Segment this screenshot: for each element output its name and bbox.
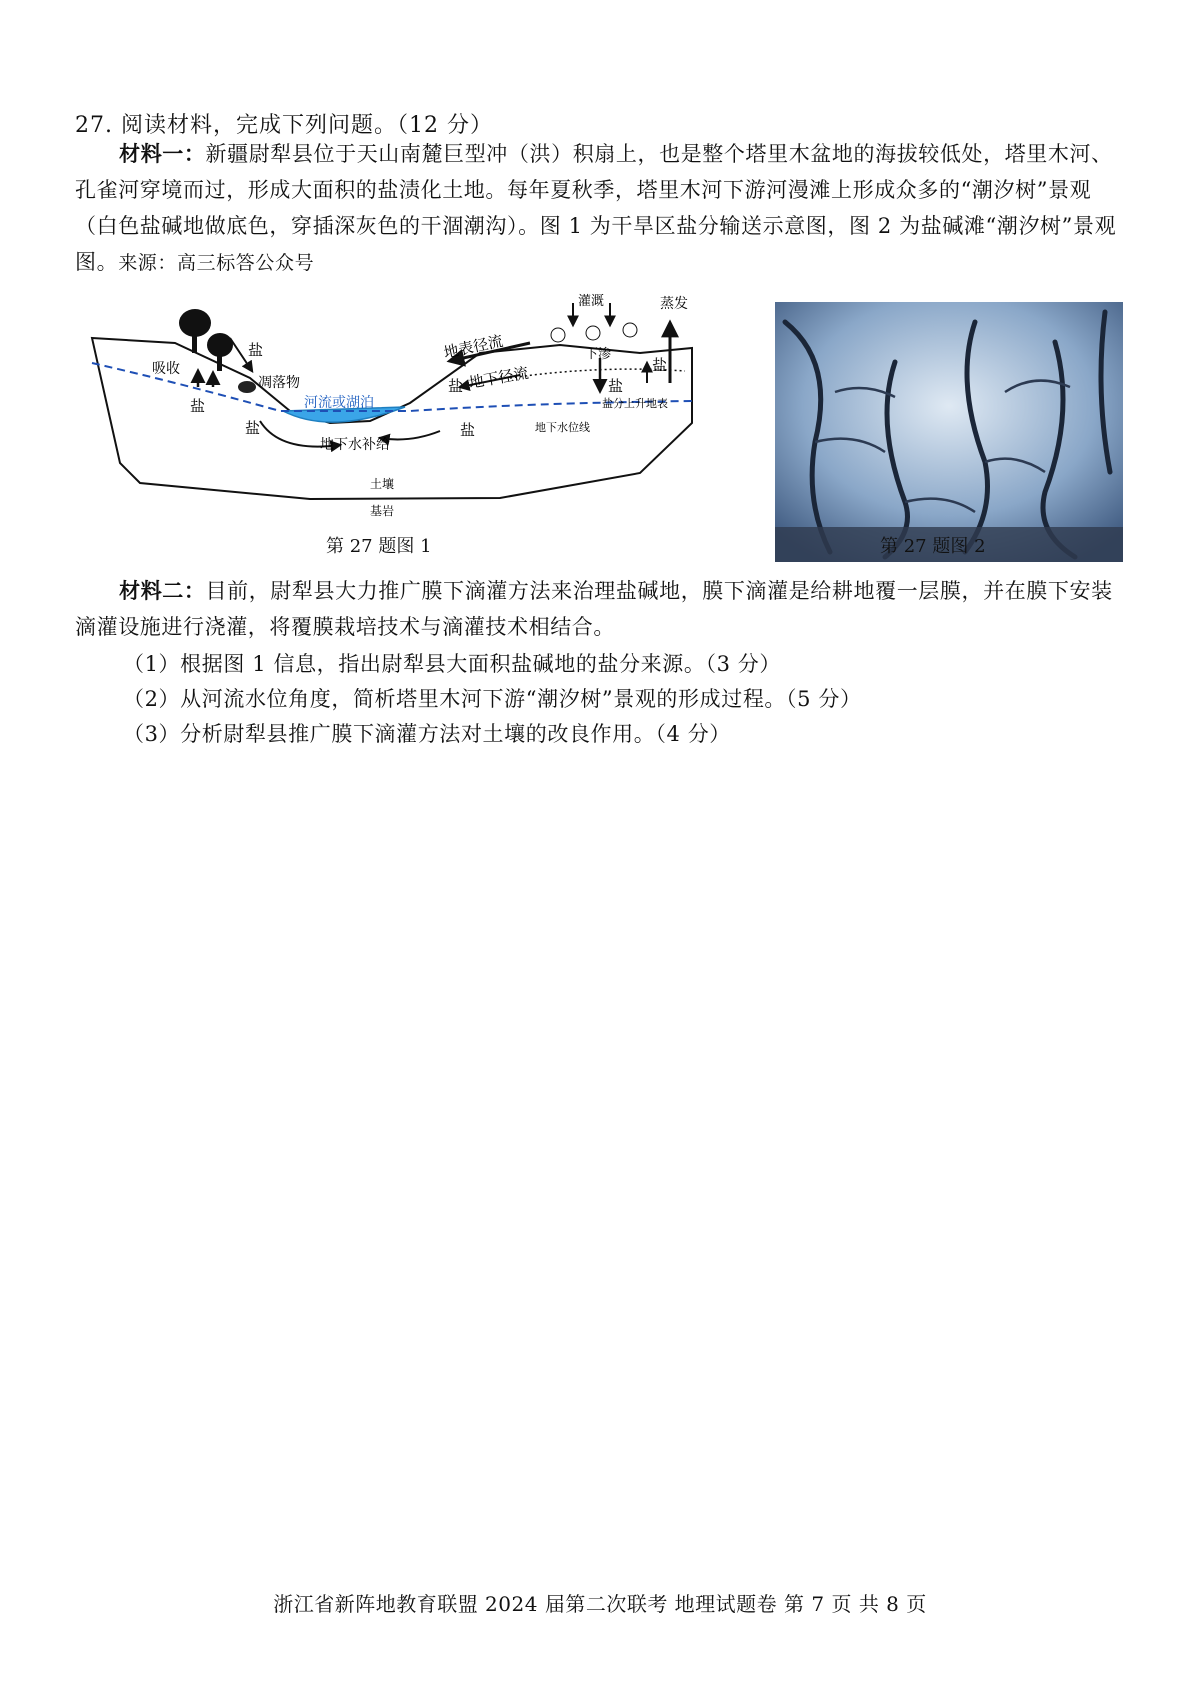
cotton-icon xyxy=(551,323,637,342)
figure1-caption: 第 27 题图 1 xyxy=(326,536,432,557)
label-water-body: 河流或湖泊 xyxy=(304,395,374,411)
label-salt-3: 盐 xyxy=(245,419,261,437)
label-salt-5: 盐 xyxy=(448,377,464,395)
label-gw-recharge: 地下水补给 xyxy=(320,437,390,453)
label-salt-4: 盐 xyxy=(460,421,476,439)
material-two xyxy=(75,573,1125,645)
label-absorb: 吸收 xyxy=(152,361,180,377)
label-bedrock: 基岩 xyxy=(370,504,395,518)
material-one-text: 新疆尉犁县位于天山南麓巨型冲（洪）积扇上，也是整个塔里木盆地的海拔较低处，塔里木河、孔雀河穿境而过，形成大面积的盐渍化土地。每年夏秋季，塔里木河下游河漫滩上形成众多的“潮汐树”景观（白色盐碱地做底色，穿插深灰色的干涸潮沟）。图 1 为干旱区盐分输送示意图，图 2 为盐碱滩“潮汐树”景观图。 xyxy=(75,142,1117,274)
material-two-label: 材料二： xyxy=(119,578,206,603)
label-salt-2: 盐 xyxy=(248,341,264,359)
label-subsurface-runoff: 地下径流 xyxy=(467,363,530,392)
tree-icon xyxy=(179,309,233,371)
label-surface-runoff: 地表径流 xyxy=(442,331,505,362)
source-note: 来源：高三标答公众号 xyxy=(118,252,315,274)
terrain-profile xyxy=(92,338,692,499)
salt-transport-diagram xyxy=(80,283,768,523)
label-salt-1: 盐 xyxy=(190,397,206,415)
litter-icon xyxy=(238,381,256,393)
label-litter: 凋落物 xyxy=(258,375,300,391)
label-salt-7: 盐 xyxy=(608,377,624,395)
label-salt-6: 盐 xyxy=(652,356,668,374)
sub-question-1: （1）根据图 1 信息，指出尉犁县大面积盐碱地的盐分来源。（3 分） xyxy=(123,652,782,676)
material-one-label: 材料一： xyxy=(119,141,206,166)
label-water-table: 地下水位线 xyxy=(535,421,590,434)
question-title: 27. 阅读材料，完成下列问题。（12 分） xyxy=(75,113,493,138)
figure2-caption: 第 27 题图 2 xyxy=(880,536,986,557)
label-infiltration: 下渗 xyxy=(585,347,612,362)
label-salt-rise: 盐分上升地表 xyxy=(602,397,668,410)
label-evaporation: 蒸发 xyxy=(660,296,688,312)
material-one xyxy=(75,136,1125,281)
material-two-text: 目前，尉犁县大力推广膜下滴灌方法来治理盐碱地，膜下滴灌是给耕地覆一层膜，并在膜下安装滴灌设施进行浇灌，将覆膜栽培技术与滴灌技术相结合。 xyxy=(75,579,1113,639)
label-soil: 土壤 xyxy=(370,477,395,491)
sub-question-3: （3）分析尉犁县推广膜下滴灌方法对土壤的改良作用。（4 分） xyxy=(123,722,731,746)
page-footer: 浙江省新阵地教育联盟 2024 届第二次联考 地理试题卷 第 7 页 共 8 页 xyxy=(273,1592,927,1616)
sub-question-2: （2）从河流水位角度，简析塔里木河下游“潮汐树”景观的形成过程。（5 分） xyxy=(123,687,862,711)
label-irrigation: 灌溉 xyxy=(578,294,605,309)
tidal-tree-landscape-image xyxy=(775,302,1123,562)
